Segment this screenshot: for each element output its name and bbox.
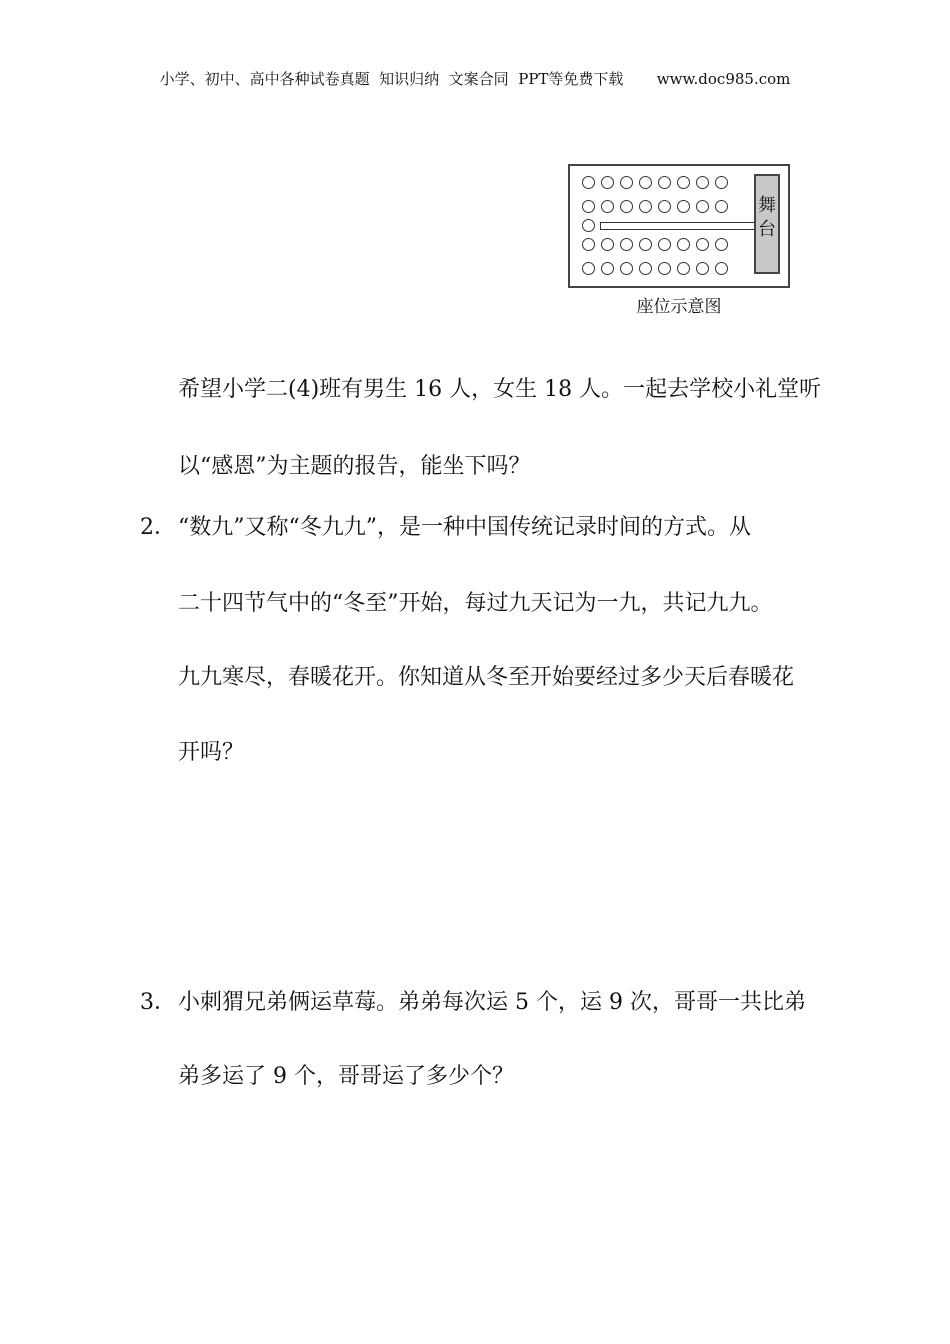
seat-icon — [658, 200, 671, 213]
stage-label-2: 台 — [758, 219, 776, 240]
seat-icon — [620, 200, 633, 213]
seat-icon — [582, 238, 595, 251]
aisle — [600, 222, 758, 230]
seat-icon — [696, 200, 709, 213]
seat-icon — [696, 238, 709, 251]
q2-line-2: 二十四节气中的“冬至”开始，每过九天记为一九，共记九九。 — [178, 591, 773, 616]
seat-icon — [639, 200, 652, 213]
seat-icon — [582, 200, 595, 213]
seat-icon — [601, 238, 614, 251]
stage-label-1: 舞 — [758, 195, 776, 216]
seat-icon — [620, 262, 633, 275]
seat-icon — [658, 176, 671, 189]
seat-icon — [677, 238, 690, 251]
figure-caption: 座位示意图 — [636, 297, 722, 317]
seat-icon — [582, 176, 595, 189]
seat-icon — [658, 238, 671, 251]
seat-icon — [639, 176, 652, 189]
seat-icon — [696, 262, 709, 275]
seat-icon — [639, 238, 652, 251]
seat-icon — [696, 176, 709, 189]
seating-diagram — [568, 164, 790, 318]
seat-icon — [620, 238, 633, 251]
q2-line-1: “数九”又称“冬九九”，是一种中国传统记录时间的方式。从 — [178, 515, 751, 540]
seat-icon — [582, 262, 595, 275]
seat-icon — [601, 262, 614, 275]
seat-icon — [677, 176, 690, 189]
seat-icon — [715, 200, 728, 213]
seat-icon — [620, 176, 633, 189]
q1-line-1: 希望小学二(4)班有男生 16 人，女生 18 人。一起去学校小礼堂听 — [178, 377, 822, 402]
hall-outline — [568, 164, 790, 288]
q2-number: 2． — [140, 515, 176, 540]
q3-number: 3． — [140, 990, 176, 1015]
q3-line-2: 弟多运了 9 个，哥哥运了多少个？ — [178, 1064, 514, 1089]
seat-icon — [658, 262, 671, 275]
seat-icon — [601, 200, 614, 213]
page-header: 小学、初中、高中各种试卷真题 知识归纳 文案合同 PPT等免费下载 www.doc985.com — [159, 70, 791, 88]
seat-icon — [582, 219, 595, 232]
q1-line-2: 以“感恩”为主题的报告，能坐下吗？ — [178, 454, 531, 479]
seat-icon — [715, 238, 728, 251]
seat-icon — [715, 262, 728, 275]
seat-icon — [715, 176, 728, 189]
seat-icon — [601, 176, 614, 189]
seat-icon — [639, 262, 652, 275]
seat-icon — [677, 262, 690, 275]
q2-line-3: 九九寒尽，春暖花开。你知道从冬至开始要经过多少天后春暖花 — [178, 665, 795, 690]
q3-line-1: 小刺猬兄弟俩运草莓。弟弟每次运 5 个，运 9 次，哥哥一共比弟 — [178, 990, 806, 1015]
stage — [754, 174, 780, 274]
seat-icon — [677, 200, 690, 213]
q2-line-4: 开吗？ — [178, 740, 245, 765]
